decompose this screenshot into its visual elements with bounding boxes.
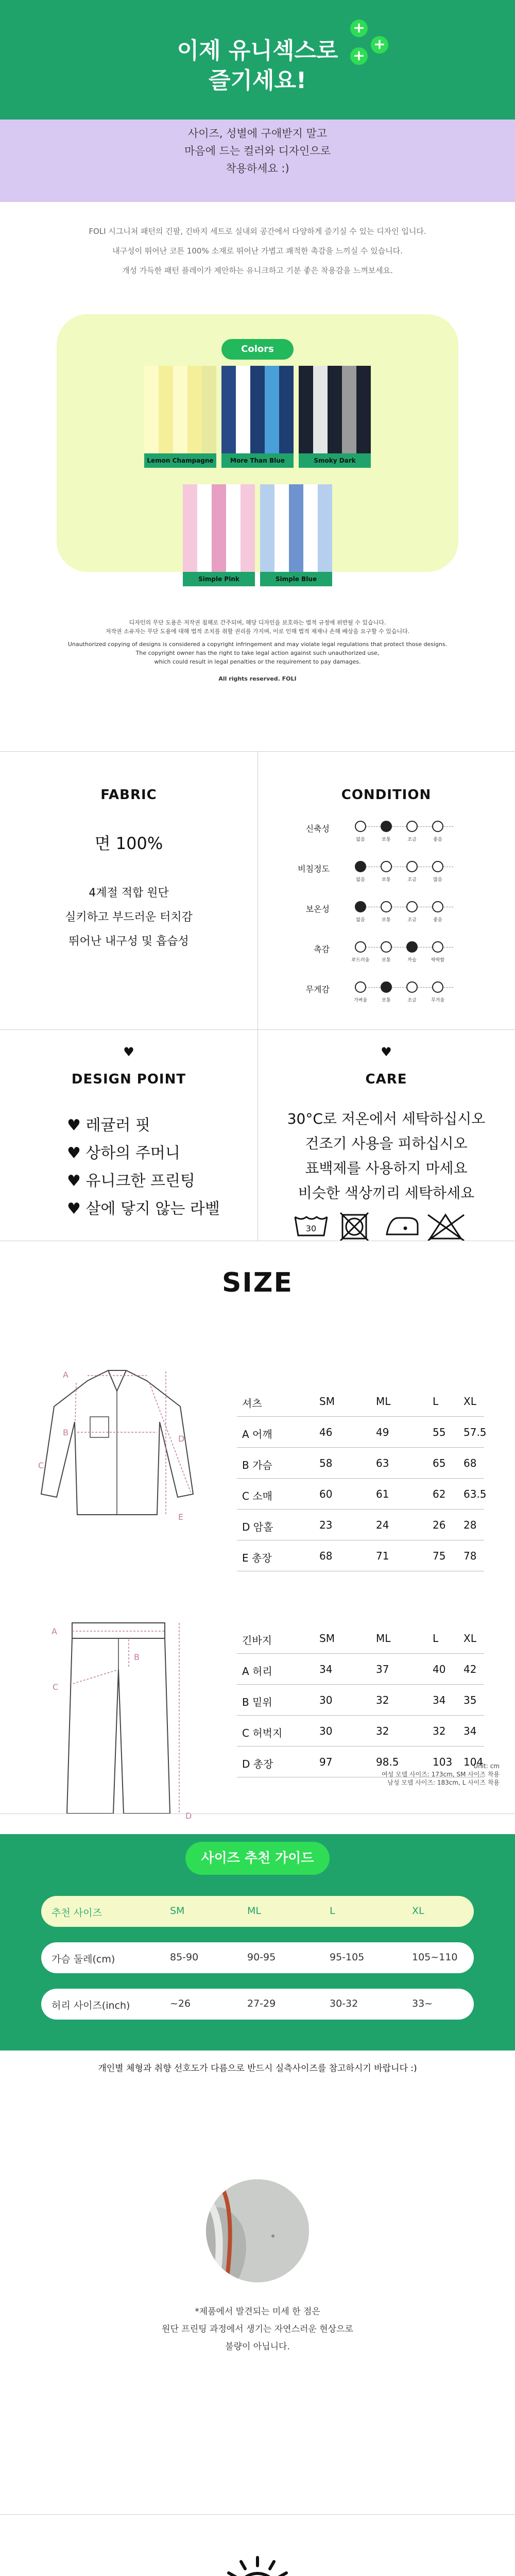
care-item: 표백제를 사용하지 마세요 [305,1160,468,1177]
iron-low-icon [387,1218,418,1234]
intro-text [0,222,515,280]
condition-dot [355,901,366,912]
table-cell: 32 [376,1694,389,1706]
condition-option: 많음 [433,877,442,883]
table-header-row [237,1386,484,1417]
table-cell: 61 [376,1488,389,1500]
condition-dot [381,861,392,872]
swatch-label: Simple Pink [183,572,255,586]
photo-note-line: 불량이 아닙니다. [225,2342,290,2352]
table-cell: 63.5 [464,1488,487,1500]
condition-row [294,854,469,885]
table-cell: 98.5 [376,1756,399,1768]
model-note: 남성 모델 사이즈: 183cm, L 사이즈 착용 [387,1779,500,1786]
swatch-stripe [226,484,241,572]
condition-row [294,975,469,1006]
hero-subtitle-line1: 사이즈, 성별에 구애받지 말고 [187,127,328,140]
table-cell: B 밑위 [242,1696,272,1708]
condition-label: 촉감 [314,944,330,954]
condition-dot [381,981,392,993]
copyright-notice [0,618,515,683]
wash-30-icon [295,1217,327,1235]
recommend-row [41,1989,474,2020]
design-point-item: ♥ 살에 닿지 않는 라벨 [67,1200,220,1218]
table-cell: 58 [319,1457,333,1469]
table-cell: 42 [464,1663,477,1675]
table-row [237,1479,487,1510]
swatch-stripe [274,484,289,572]
table-cell: 62 [433,1488,446,1500]
table-cell: 긴바지 [242,1634,272,1647]
swatch-stripe [265,366,279,453]
table-cell: E 총장 [242,1552,272,1564]
table-cell: ML [376,1395,391,1408]
design-point-item: ♥ 레귤러 핏 [67,1116,150,1134]
recommend-cell: ~26 [170,1998,191,2009]
notice-en-line3: which could result in legal penalties or the requirement to pay damages. [154,658,361,665]
table-cell: 32 [376,1725,389,1737]
no-tumble-dry-icon [340,1213,368,1241]
table-cell: D 총장 [242,1758,273,1770]
hero-subtitle-line2: 마음에 드는 컬러와 디자인으로 [184,145,331,157]
table-cell: 75 [433,1550,446,1562]
table-cell: 49 [376,1426,389,1438]
color-swatch [299,366,371,453]
recommend-cell: XL [412,1905,424,1917]
table-cell: 57.5 [464,1426,487,1438]
care-item: 30°C로 저온에서 세탁하십시오 [287,1110,486,1127]
condition-dot [355,981,366,993]
condition-dot [355,821,366,832]
swatch-stripe [260,484,274,572]
fabric-material: 면 100% [94,834,163,853]
recommend-cell: 추천 사이즈 [52,1907,102,1919]
hero-title-line2: 즐기세요! [208,67,307,94]
condition-row [294,894,469,925]
condition-option: 조금 [407,998,417,1003]
shirt-diagram [31,1360,201,1530]
table-cell: 34 [464,1725,477,1737]
color-swatch [144,366,216,453]
table-cell: 97 [319,1756,333,1768]
model-note: 여성 모델 사이즈: 173cm, SM 사이즈 착용 [381,1771,500,1778]
swatch-stripe [313,366,328,453]
recommend-cell: ML [247,1905,261,1917]
table-cell: 46 [319,1426,333,1438]
table-cell: 30 [319,1694,333,1706]
condition-dot [355,861,366,872]
table-cell: 78 [464,1550,477,1562]
swatch-stripe [289,484,303,572]
diagram-label-b: B [134,1652,140,1662]
recommend-cell: 105~110 [412,1952,458,1963]
pants-diagram [41,1613,206,1829]
table-cell: 32 [433,1725,446,1737]
swatch-stripe [250,366,265,453]
condition-dot [432,981,443,993]
condition-option: 없음 [356,918,365,923]
swatch-label: Smoky Dark [299,453,371,468]
condition-dot [406,821,418,832]
fabric-points [0,881,258,954]
table-cell: 65 [433,1457,446,1469]
table-cell: 28 [464,1519,477,1531]
hero-title-line1: 이제 유니섹스로 [177,38,338,64]
table-cell: 103 [433,1756,453,1768]
swatch-stripe [356,366,371,453]
swatch-stripe [159,366,173,453]
recommend-cell: L [330,1905,335,1917]
table-cell: 35 [464,1694,477,1706]
recommend-cell: 85-90 [170,1952,199,1963]
table-header-row [237,1623,484,1654]
table-cell: ML [376,1632,391,1645]
diagram-label-d: D [178,1434,185,1444]
swatch-stripe [187,366,202,453]
care-title: CARE [365,1072,407,1087]
unit-note: Unit: cm [473,1762,500,1770]
table-cell: 34 [319,1663,333,1675]
table-row [237,1417,487,1448]
condition-dot [381,941,392,953]
table-cell: D 암홀 [242,1521,273,1533]
swatch-stripe [303,484,318,572]
diagram-label-c: C [53,1682,59,1692]
hero-title [0,36,515,96]
condition-option: 보통 [382,998,391,1003]
table-cell: B 가슴 [242,1459,272,1471]
swatch-stripe [236,366,250,453]
recommend-cell: 30-32 [330,1998,358,2009]
swatch-stripe [279,366,294,453]
care-item: 건조기 사용을 피하십시오 [305,1135,468,1152]
table-cell: 55 [433,1426,446,1438]
table-cell: C 허벅지 [242,1727,283,1739]
design-point-item: ♥ 상하의 주머니 [67,1144,180,1162]
condition-option: 보통 [382,877,391,883]
intro-line1: FOLI 시그니처 패턴의 긴팔, 긴바지 세트로 실내외 공간에서 다양하게 즐기실 수 있는 디자인 입니다. [89,227,426,236]
table-cell: 60 [319,1488,333,1500]
condition-label: 신축성 [305,824,330,834]
table-cell: L [433,1632,439,1645]
condition-option: 보통 [382,918,391,923]
swatch-stripe [183,484,197,572]
hero-subtitle-line3: 착용하세요 :) [226,162,289,175]
swatch-label: Simple Blue [260,572,332,586]
swatch-stripe [342,366,356,453]
recommend-cell: SM [170,1905,185,1917]
table-cell: 34 [433,1694,446,1706]
design-point-list [67,1112,220,1223]
condition-option: 좋음 [433,837,442,842]
notice-kr-line1: 디자인의 무단 도용은 저작권 침해로 간주되며, 해당 디자인을 보호하는 법적 규정에 위반될 수 있습니다. [129,619,386,626]
condition-option: 조금 [407,837,417,842]
heart-icon: ♥ [381,1045,392,1059]
color-swatch [221,366,294,453]
table-cell: L [433,1395,439,1408]
table-cell: SM [319,1632,335,1645]
condition-row [294,814,469,845]
diagram-label-b: B [63,1428,68,1437]
table-cell: A 어깨 [242,1428,272,1440]
color-swatch [183,484,255,572]
intro-line3: 개성 가득한 패턴 플레이가 제안하는 유니크하고 기분 좋은 착용감을 느껴보세요. [122,266,393,275]
plus-icons [350,20,402,71]
color-swatch [260,484,332,572]
table-row [237,1685,484,1716]
notice-kr-line2: 저작권 소유자는 무단 도용에 대해 법적 조치를 취할 권리를 가지며, 이로 인해 법적 제재나 손해 배상을 요구할 수 있습니다. [105,628,410,635]
recommend-note: 개인별 체형과 취향 선호도가 다름으로 반드시 실측사이즈를 참고하시기 바랍니다 :) [98,2063,417,2074]
condition-option: 보통 [382,837,391,842]
hero-subtitle [0,120,515,177]
diagram-label-d: D [185,1811,192,1821]
design-point-text: 유니크한 프린팅 [85,1172,195,1190]
condition-dot [406,941,418,953]
table-cell: 24 [376,1519,389,1531]
swatch-stripe [318,484,332,572]
diagram-label-e: E [178,1512,184,1522]
table-row [237,1448,484,1479]
intro-line2: 내구성이 뛰어난 코튼 100% 소재로 뛰어난 가볍고 쾌적한 촉감을 느끼실 수 있습니다. [112,246,403,256]
photo-note-line: 원단 프린팅 과정에서 생기는 자연스러운 현상으로 [162,2324,353,2334]
swatch-label: Lemon Champagne [144,453,216,468]
fabric-point: 뛰어난 내구성 및 흡습성 [68,935,189,948]
condition-dot [432,941,443,953]
condition-dot [406,901,418,912]
heart-icon: ♥ [123,1045,134,1059]
plus-icon: + [371,36,388,54]
recommend-row [41,1942,474,1973]
recommend-cell: 33~ [412,1998,433,2009]
condition-label: 무게감 [305,985,330,994]
table-cell: 23 [319,1519,333,1531]
plus-icon: + [350,47,368,65]
colors-title: Colors [221,339,294,360]
swatch-stripe [221,366,236,453]
recommend-cell: 허리 사이즈(inch) [52,2000,130,2011]
notice-en-line2: The copyright owner has the right to take legal action against such unauthorized use, [135,650,380,656]
table-row [237,1716,484,1747]
table-cell: 40 [433,1663,446,1675]
table-cell: C 소매 [242,1490,272,1502]
condition-option: 조금 [407,877,417,883]
table-row [237,1510,484,1540]
condition-option: 까슬 [407,958,417,963]
condition-dot [381,821,392,832]
sun-logo-icon [216,2555,299,2576]
care-list [258,1107,515,1206]
table-cell: 37 [376,1663,389,1675]
swatch-stripe [328,366,342,453]
table-cell: 68 [319,1550,333,1562]
condition-dot [406,861,418,872]
fabric-closeup-image [206,2179,309,2282]
condition-dot [432,861,443,872]
no-bleach-icon [428,1215,464,1241]
fabric-point: 실키하고 부드러운 터치감 [65,911,193,924]
svg-text:30: 30 [305,1224,317,1233]
table-cell: 68 [464,1457,477,1469]
diagram-label-a: A [63,1370,68,1380]
design-point-text: 살에 닿지 않는 라벨 [85,1200,220,1218]
fabric-point: 4계절 적합 원단 [89,887,169,900]
table-row [237,1540,484,1571]
swatch-label: More Than Blue [221,453,294,468]
recommend-cell: 가슴 둘레(cm) [52,1954,115,1965]
condition-dot [432,901,443,912]
swatch-stripe [197,484,212,572]
fabric-title: FABRIC [100,787,157,803]
photo-note [0,2303,515,2355]
design-point-item: ♥ 유니크한 프린팅 [67,1172,195,1190]
table-cell: SM [319,1395,335,1408]
condition-option: 가벼움 [353,998,368,1003]
table-cell: XL [464,1395,476,1408]
swatch-stripe [173,366,187,453]
swatch-stripe [241,484,255,572]
condition-option: 보통 [382,958,391,963]
recommend-cell: 95-105 [330,1952,365,1963]
condition-label: 비침정도 [298,864,330,874]
design-point-text: 상하의 주머니 [85,1144,180,1162]
notice-en-line1: Unauthorized copying of designs is considered a copyright infringement and may violate legal regulations that protect those designs. [67,641,448,648]
condition-option: 좋음 [433,918,442,923]
care-item: 비슷한 색상끼리 세탁하세요 [298,1184,475,1201]
table-cell: 71 [376,1550,389,1562]
condition-dot [406,981,418,993]
recommend-cell: 90-95 [247,1952,276,1963]
care-icons [291,1210,476,1241]
plus-icon: + [350,20,368,37]
swatch-stripe [212,484,226,572]
swatch-stripe [299,366,313,453]
condition-option: 없음 [356,877,365,883]
photo-note-line: *제품에서 발견되는 미세 한 점은 [195,2307,320,2317]
recommend-cell: 27-29 [247,1998,276,2009]
condition-row [294,935,469,965]
condition-option: 부드러움 [351,958,370,963]
notice-reserved: All rights reserved. FOLI [218,675,297,682]
condition-option: 조금 [407,918,417,923]
table-cell: 104 [464,1756,484,1768]
condition-label: 보온성 [305,904,330,914]
table-cell: A 허리 [242,1665,272,1677]
swatch-stripe [144,366,159,453]
design-point-text: 레귤러 핏 [85,1116,150,1134]
table-cell: 30 [319,1725,333,1737]
recommend-header-row [41,1896,474,1927]
recommend-title: 사이즈 추천 가이드 [185,1842,330,1875]
condition-option: 딱딱함 [431,958,445,963]
table-cell: XL [464,1632,476,1645]
size-title: SIZE [221,1267,294,1298]
design-point-title: DESIGN POINT [71,1072,186,1087]
condition-option: 없음 [356,837,365,842]
fabric-closeup-photo [206,2179,309,2282]
diagram-label-a: A [52,1626,57,1636]
table-cell: 63 [376,1457,389,1469]
table-cell: 셔츠 [242,1397,262,1410]
table-cell: 26 [433,1519,446,1531]
size-notes [345,1762,500,1787]
condition-option: 무거움 [431,998,445,1003]
divider [0,2514,515,2515]
condition-title: CONDITION [341,787,432,803]
diagram-label-c: C [38,1461,44,1470]
swatch-stripe [202,366,216,453]
table-row [237,1654,484,1685]
condition-dot [432,821,443,832]
condition-dot [381,901,392,912]
condition-dot [355,941,366,953]
